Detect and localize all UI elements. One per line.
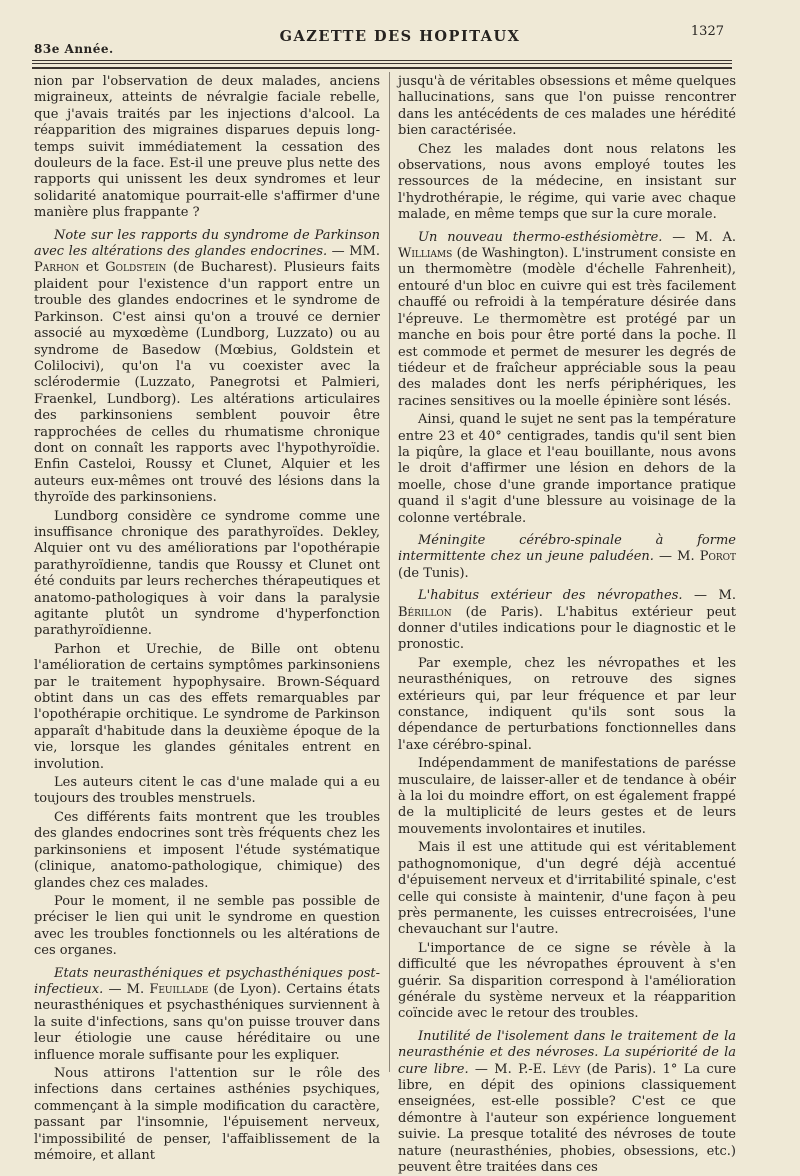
- page-number: 1327: [690, 24, 724, 39]
- header-rule: [32, 60, 732, 61]
- left-column: [34, 74, 380, 1163]
- right-column: [398, 74, 737, 1175]
- author-name: Goldstein: [105, 260, 167, 276]
- paragraph: Lundborg considère ce syndrome comme une insuffisance chronique des parathyroïdes. Dekley, Alquier ont vu des améliorations par l'opothérapie parathyroïdienne, tandis que Roussy et Clunet ont été conduits par leurs recherches thérapeutiques et anatomo-pathologiques à voir dans la paralysie agitante plutôt un syndrome d'hyperfonction parathyroïdienne.: [34, 508, 380, 639]
- paragraph: Mais il est une attitude qui est véritablement pathognomonique, d'un degré déjà accentué d'épuisement nerveux et d'irritabilité spinale, c'est celle qui consiste à maintenir, d'une façon à peu près permanente, les cuisses entrecroisées, l'une chevauchant sur l'autre.: [398, 840, 736, 938]
- author-name: Lévy: [552, 1061, 581, 1077]
- section-meningitis: Méningite cérébro-spinale à forme intermittente chez un jeune paludéen. — M. Porot (de Tunis).: [398, 532, 737, 581]
- paragraph: Nous attirons l'attention sur le rôle des infections dans certaines asthénies psychiques, commençant à la simple modification du caractère, passant par l'insomnie, l'épuisement nerveux, l'impossibilité de penser, l'affaiblissement de la mémoire, et allant: [34, 1065, 380, 1163]
- author-name: Feuillade: [149, 981, 209, 997]
- author-name: Porot: [699, 549, 737, 565]
- column-divider: [389, 72, 390, 1072]
- section-title: Note sur les rapports du syndrome de Parkinson avec les altérations des glandes endocrines.: [34, 227, 380, 260]
- paragraph: Parhon et Urechie, de Bille ont obtenu l'amélioration de certains symptômes parkinsoniens par le traitement hypophysaire. Brown-Séquard obtint dans un cas des effets remarquables par l'opothérapie orchitique. Le syndrome de Parkinson apparaît d'habitude dans la deuxième époque de la vie, lorsque les glandes génitales entrent en involution.: [34, 641, 380, 772]
- header-rule: [32, 63, 732, 64]
- author-name: Bérillon: [398, 604, 452, 620]
- author-name: Williams: [398, 246, 453, 262]
- paragraph: jusqu'à de véritables obsessions et même quelques hallucinations, sans que l'on puisse rencontrer dans les antécédents de ces malades une hérédité bien caractérisée.: [398, 74, 736, 139]
- paragraph: Indépendamment de manifestations de parésse musculaire, de laisser-aller et de tendance à obéir à la loi du moindre effort, on est également frappé de la multiplicité de leurs gestes et de leurs mouvements involontaires et inutiles.: [398, 756, 736, 837]
- section-title: Inutilité de l'isolement dans le traitement de la neurasthénie et des névroses. La supériorité de la cure libre.: [398, 1028, 736, 1077]
- section-habitus: L'habitus extérieur des névropathes. — M. Bérillon (de Paris). L'habitus extérieur peut donner d'utiles indications pour le diagnostic et le pronostic.: [398, 588, 737, 653]
- section-title: Etats neurasthéniques et psychasthéniques post-infectieux.: [34, 965, 380, 997]
- section-title: Un nouveau thermo-esthésiomètre.: [418, 229, 663, 245]
- issue-label: 83e Année.: [34, 42, 114, 56]
- author-name: Parhon: [34, 260, 80, 276]
- paragraph: Chez les malades dont nous relatons les observations, nous avons employé toutes les ressources de la médecine, en insistant sur l'hydrothérapie, le régime, qui varie avec chaque malade, en même temps que sur la cure morale.: [398, 141, 736, 223]
- paragraph: Les auteurs citent le cas d'une malade qui a eu toujours des troubles menstruels.: [34, 775, 380, 807]
- paragraph: Ces différents faits montrent que les troubles des glandes endocrines sont très fréquents chez les parkinsoniens et imposent l'étude systématique (clinique, anatomo-pathologique, chimique) des glandes chez ces malades.: [34, 809, 380, 891]
- section-title: Méningite cérébro-spinale à forme intermittente chez un jeune paludéen.: [398, 532, 736, 565]
- paragraph: Pour le moment, il ne semble pas possible de préciser le lien qui unit le syndrome en question avec les troubles fonctionnels ou les altérations de ces organes.: [34, 893, 380, 959]
- header-rule: [32, 67, 732, 69]
- paragraph: nion par l'observation de deux malades, anciens migraineux, atteints de névralgie faciale rebelle, que j'avais traités par les injections d'alcool. La réapparition des migraines disparues depuis long-temps suivit immédiatement la cessation des douleurs de la face. Est-il une preuve plus nette des rapports qui unissent les deux syndromes et leur solidarité anatomique pourrait-elle s'affirmer d'une manière plus frappante ?: [34, 74, 380, 221]
- section-thermo-esthesiometer: Un nouveau thermo-esthésiomètre. — M. A. Williams (de Washington). L'instrument consiste en un thermomètre (modèle d'échelle Fahrenheit), entouré d'un bloc en cuivre qui est très facilement chauffé ou refroidi à la température désirée dans l'épreuve. Le thermomètre est protégé par un manche en bois pour être porté dans la poche. Il est commode et permet de mesurer les degrés de tiédeur et de fraîcheur appréciable sous la peau des malades dont les nerfs périphériques, les racines sensitives ou la moelle épinière sont lésés.: [398, 229, 736, 409]
- paragraph: Par exemple, chez les névropathes et les neurasthéniques, on retrouve des signes extérieurs qui, par leur fréquence et par leur constance, indiquent qu'ils sont sous la dépendance de perturbations fonctionnelles dans l'axe cérébro-spinal.: [398, 655, 736, 753]
- section-neurasthenic-states: Etats neurasthéniques et psychasthéniques post-infectieux. — M. Feuillade (de Lyon). Certains états neurasthéniques et psychasthéniques surviennent à la suite d'infections, sans qu'on puisse trouver dans leur étiologie une cause héréditaire ou une influence morale suffisante pour les expliquer.: [34, 965, 380, 1063]
- section-title: L'habitus extérieur des névropathes.: [418, 588, 683, 604]
- section-parkinson: Note sur les rapports du syndrome de Parkinson avec les altérations des glandes endocrines. — MM. Parhon et Goldstein (de Bucharest). Plusieurs faits plaident pour l'existence d'un rapport entre un trouble des glandes endocrines et le syndrome de Parkinson. C'est ainsi qu'on a trouvé ce dernier associé au myxœdème (Lundborg, Luzzato) ou au syndrome de Basedow (Mœbius, Goldstein et Colilocivi), qu'on l'a vu coexister avec la sclérodermie (Luzzato, Panegrotsi et Palmieri, Fraenkel, Lundborg). Les altérations articulaires des parkinsoniens semblent pouvoir être rapprochées de celles du rhumatisme chronique dont on connaît les rapports avec l'hypothyroïdie. Enfin Casteloi, Roussy et Clunet, Alquier et les auteurs eux-mêmes ont trouvé des lésions dans la thyroïde des parkinsoniens.: [34, 227, 380, 506]
- paragraph: L'importance de ce signe se révèle à la difficulté que les névropathes éprouvent à s'en guérir. Sa disparition correspond à l'amélioration générale du système nerveux et la réapparition coïncide avec le retour des troubles.: [398, 940, 736, 1022]
- section-isolation: Inutilité de l'isolement dans le traitement de la neurasthénie et des névroses. La supériorité de la cure libre. — M. P.-E. Lévy (de Paris). 1° La cure libre, en dépit des opinions classiquement enseignées, est-elle possible? C'est ce que démontre à l'auteur son expérience longuement suivie. La presque totalité des névroses de toute nature (neurasthénies, phobies, obsessions, etc.) peuvent être traitées dans ces: [398, 1028, 737, 1175]
- journal-title: GAZETTE DES HOPITAUX: [279, 28, 521, 45]
- paragraph: Ainsi, quand le sujet ne sent pas la température entre 23 et 40° centigrades, tandis qu'il sent bien la piqûre, la glace et l'eau bouillante, nous avons le droit d'affirmer une lésion en dehors de la moelle, chose d'une grande importance pratique quand il s'agit d'une blessure au voisinage de la colonne vertébrale.: [398, 412, 736, 526]
